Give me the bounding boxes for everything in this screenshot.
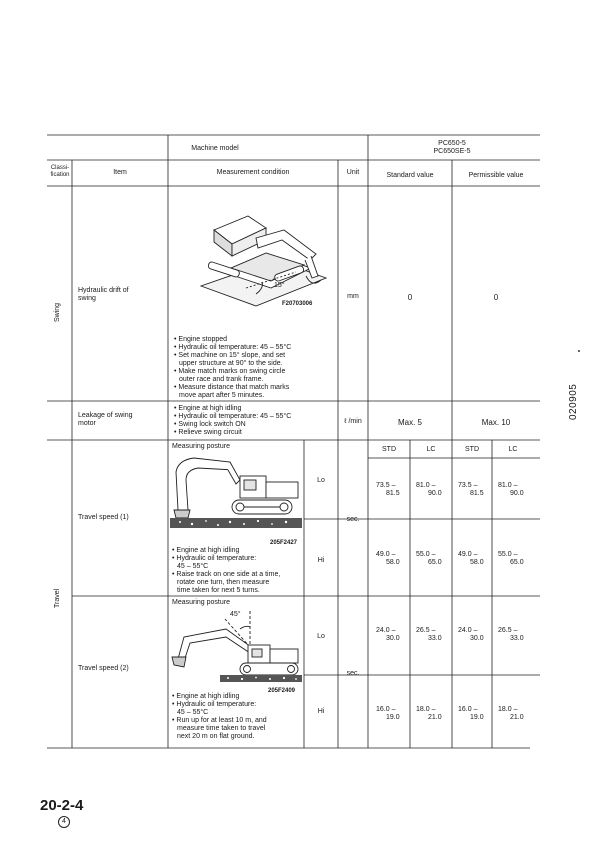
sub-header-std-1: STD bbox=[382, 446, 396, 453]
speed1-lo-label: Lo bbox=[317, 477, 325, 484]
standard-value-header: Standard value bbox=[386, 172, 434, 179]
speed2-hi-std-1-a: 16.0 – bbox=[376, 706, 396, 713]
slope-angle-label: 15° bbox=[274, 282, 285, 289]
speed2-lo-std-1-a: 24.0 – bbox=[376, 627, 396, 634]
classification-header-1: Classi- bbox=[50, 165, 70, 171]
drift-standard-value: 0 bbox=[407, 293, 413, 302]
drift-figure-caption: F20703006 bbox=[282, 301, 313, 307]
travel-speed2-figure bbox=[170, 607, 302, 687]
speed2-posture-label: Measuring posture bbox=[172, 599, 230, 606]
dot-mark bbox=[578, 350, 580, 352]
sub-header-lc-2: LC bbox=[508, 446, 518, 453]
speed1-lo-lc-1-b: 90.0 bbox=[428, 490, 442, 497]
travel-classification: Travel bbox=[54, 588, 61, 608]
leakage-item-line2: motor bbox=[78, 420, 96, 427]
leakage-conditions: • Engine at high idling • Hydraulic oil temperature: 45 – 55°C • Swing lock switch ON • Relieve swing circuit bbox=[174, 405, 292, 436]
page-number: 20-2-4 bbox=[40, 797, 84, 814]
speed2-hi-std-2-b: 19.0 bbox=[470, 714, 484, 721]
speed1-hi-std-1-b: 58.0 bbox=[386, 559, 400, 566]
speed1-hi-lc-1-b: 65.0 bbox=[428, 559, 442, 566]
speed1-unit: sec. bbox=[346, 516, 360, 523]
speed2-hi-lc-1-b: 21.0 bbox=[428, 714, 442, 721]
speed2-hi-lc-2-a: 18.0 – bbox=[498, 706, 518, 713]
speed2-hi-std-2-a: 16.0 – bbox=[458, 706, 478, 713]
speed1-posture-label: Measuring posture bbox=[172, 443, 230, 450]
travel-speed1-figure bbox=[170, 452, 302, 534]
speed2-lo-std-2-a: 24.0 – bbox=[458, 627, 478, 634]
swing-slope-figure bbox=[186, 208, 331, 308]
speed1-lo-lc-2-b: 90.0 bbox=[510, 490, 524, 497]
leakage-unit: ℓ /min bbox=[344, 418, 362, 425]
speed1-hi-std-1-a: 49.0 – bbox=[376, 551, 396, 558]
speed2-lo-std-1-b: 30.0 bbox=[386, 635, 400, 642]
leakage-permissible-value: Max. 10 bbox=[481, 418, 511, 427]
speed2-lo-label: Lo bbox=[317, 633, 325, 640]
speed1-hi-std-2-b: 58.0 bbox=[470, 559, 484, 566]
speed2-hi-label: Hi bbox=[317, 708, 325, 715]
speed2-conditions: • Engine at high idling • Hydraulic oil temperature: 45 – 55°C • Run up for at least 10 m, and measure time taken to travel next 20 m on flat ground. bbox=[172, 693, 267, 740]
sub-header-lc-1: LC bbox=[426, 446, 436, 453]
speed1-item: Travel speed (1) bbox=[78, 514, 129, 521]
speed1-conditions: • Engine at high idling • Hydraulic oil temperature: 45 – 55°C • Raise track on one side at a time, rotate one turn, then measure time taken for next 5 turns. bbox=[172, 547, 281, 594]
machine-model-label: Machine model bbox=[191, 145, 239, 152]
speed2-unit: sec. bbox=[346, 670, 360, 677]
drift-item-line2: swing bbox=[78, 295, 96, 302]
speed1-hi-label: Hi bbox=[317, 557, 325, 564]
speed2-lo-lc-1-b: 33.0 bbox=[428, 635, 442, 642]
revision-badge: 4 bbox=[58, 816, 70, 828]
speed1-lo-std-1-b: 81.5 bbox=[386, 490, 400, 497]
drift-item-line1: Hydraulic drift of bbox=[78, 287, 129, 294]
classification-header-2: fication bbox=[50, 172, 70, 178]
speed1-hi-std-2-a: 49.0 – bbox=[458, 551, 478, 558]
model-line-2: PC650SE-5 bbox=[433, 148, 471, 155]
speed1-lo-lc-1-a: 81.0 – bbox=[416, 482, 436, 489]
speed1-hi-lc-2-b: 65.0 bbox=[510, 559, 524, 566]
speed1-lo-std-1-a: 73.5 – bbox=[376, 482, 396, 489]
speed2-hi-lc-2-b: 21.0 bbox=[510, 714, 524, 721]
speed1-lo-lc-2-a: 81.0 – bbox=[498, 482, 518, 489]
speed2-hi-lc-1-a: 18.0 – bbox=[416, 706, 436, 713]
speed2-lo-std-2-b: 30.0 bbox=[470, 635, 484, 642]
speed2-hi-std-1-b: 19.0 bbox=[386, 714, 400, 721]
speed1-lo-std-2-a: 73.5 – bbox=[458, 482, 478, 489]
speed2-lo-lc-1-a: 26.5 – bbox=[416, 627, 436, 634]
drift-conditions: • Engine stopped • Hydraulic oil temperature: 45 – 55°C • Set machine on 15° slope, and set upper structure at 90° to the side. • Make match marks on swing circle outer race and trank frame. • Measure distance that match marks move apart after 5 minutes. bbox=[174, 336, 292, 399]
drift-permissible-value: 0 bbox=[493, 293, 499, 302]
speed2-lo-lc-2-b: 33.0 bbox=[510, 635, 524, 642]
speed1-lo-std-2-b: 81.5 bbox=[470, 490, 484, 497]
arm-angle-label: 45° bbox=[230, 611, 241, 618]
speed2-item: Travel speed (2) bbox=[78, 665, 129, 672]
speed1-figure-caption: 205F2427 bbox=[270, 540, 298, 546]
model-line-1: PC650-5 bbox=[438, 140, 466, 147]
measurement-condition-header: Measurement condition bbox=[216, 169, 290, 176]
item-header: Item bbox=[113, 169, 127, 176]
leakage-standard-value: Max. 5 bbox=[397, 418, 423, 427]
speed2-figure-caption: 205F2409 bbox=[268, 688, 296, 694]
leakage-item-line1: Leakage of swing bbox=[78, 412, 133, 419]
sub-header-std-2: STD bbox=[465, 446, 479, 453]
speed2-lo-lc-2-a: 26.5 – bbox=[498, 627, 518, 634]
speed1-hi-lc-2-a: 55.0 – bbox=[498, 551, 518, 558]
speed1-hi-lc-1-a: 55.0 – bbox=[416, 551, 436, 558]
document-code: 020905 bbox=[568, 383, 579, 420]
permissible-value-header: Permissible value bbox=[468, 172, 524, 179]
drift-unit: mm bbox=[347, 293, 359, 300]
unit-header: Unit bbox=[346, 169, 360, 176]
swing-classification: Swing bbox=[54, 302, 61, 322]
